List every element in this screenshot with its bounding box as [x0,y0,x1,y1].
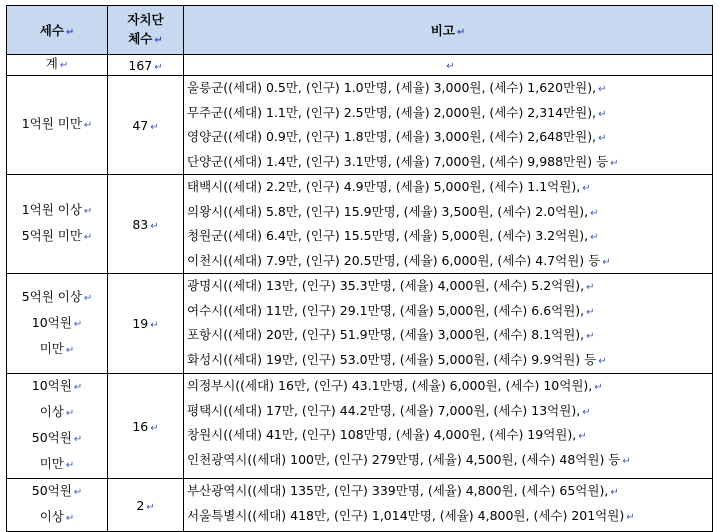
return-mark: ↵ [65,513,75,524]
category-cell [7,374,108,479]
count-value: 19 [132,316,149,331]
return-mark: ↵ [59,60,69,71]
return-mark: ↵ [582,406,591,418]
category-text: 이상 [39,404,64,419]
note-text: 부산광역시((세대) 135만, (인구) 339만명, (세율) 4,800원, (세수) 65억원), [187,483,609,498]
return-mark: ↵ [590,232,599,243]
return-mark: ↵ [65,460,75,471]
header-count-line2: 체수 [128,31,153,46]
note-text: 단양군((세대) 1.4만, (인구) 3.1만명, (세율) 7,000원, (세수) 9,988만원) 등 [187,153,609,169]
category-text: 5억원 미만 [21,228,82,243]
count-cell [108,274,184,374]
return-mark: ↵ [83,232,93,243]
note-text: 화성시((세대) 19만, (인구) 53.0만명, (세율) 5,000원, (세수) 9.9억원) 등 [187,351,597,367]
note-text: 이천시((세대) 7.9만, (인구) 20.5만명, (세율) 6,000원, (세수) 4.7억원) 등 [187,252,601,268]
note-text: 태백시((세대) 2.2만, (인구) 4.9만명, (세율) 5,000원, (세수) 1.1억원), [187,179,581,194]
table-row [7,76,713,175]
return-mark: ↵ [578,431,587,442]
return-mark: ↵ [150,220,159,232]
note-text: 창원시((세대) 41만, (인구) 108만명, (세율) 4,000원, (세수) 19억원), [187,427,577,442]
return-mark: ↵ [586,282,595,293]
category-cell [7,175,108,274]
return-mark: ↵ [83,292,93,304]
return-mark: ↵ [150,422,159,434]
category-text: 이상 [39,509,64,524]
category-text: 50억원 [31,483,72,498]
header-count-line1: 자치단 [127,12,164,27]
category-text: 5억원 이상 [21,288,82,304]
count-value: 83 [132,216,149,232]
return-mark: ↵ [65,408,75,419]
return-mark: ↵ [610,487,619,498]
return-mark: ↵ [83,206,93,217]
note-cell [184,175,713,274]
note-text: 인천광역시((세대) 100만, (인구) 279만명, (세율) 4,500원, (세수) 48억원) 등 [187,451,621,467]
category-text: 50억원 [31,430,72,445]
category-text: 1억원 이상 [21,202,82,217]
note-text: 영양군((세대) 0.9만, (인구) 1.8만명, (세율) 3,000원, (세수) 2,648만원), [187,129,597,144]
return-mark: ↵ [622,455,631,467]
return-mark: ↵ [150,320,159,331]
category-text: 계 [45,56,58,71]
count-cell [108,175,184,274]
header-note: 비고 ↵ [184,6,713,55]
return-mark: ↵ [154,61,163,73]
note-cell [184,76,713,175]
note-text: 서울특별시((세대) 418만, (인구) 1,014만명, (세율) 4,800원, (세수) 201억원) [187,507,625,523]
category-text: 미만 [39,456,64,471]
table-row [7,175,713,274]
count-value: 47 [132,117,149,133]
header-row [7,6,713,55]
note-cell [184,479,713,532]
return-mark: ↵ [73,434,83,445]
return-mark: ↵ [594,382,603,393]
header-count [108,6,184,55]
note-text: 의정부시((세대) 16만, (인구) 43.1만명, (세율) 6,000원, (세수) 10억원), [187,378,593,393]
return-mark: ↵ [146,501,155,513]
return-mark: ↵ [73,382,83,393]
return-mark: ↵ [446,61,455,72]
category-text: 10억원 [31,314,72,330]
return-mark: ↵ [154,35,163,46]
return-mark: ↵ [598,355,607,367]
count-cell [108,76,184,175]
count-cell [108,374,184,479]
note-cell [184,374,713,479]
note-text: 무주군((세대) 1.1만, (인구) 2.5만명, (세율) 2,000원, (세수) 2,314만원), [187,104,597,120]
return-mark: ↵ [598,108,607,120]
category-text: 미만 [39,340,64,356]
return-mark: ↵ [610,157,619,169]
table-body [7,55,713,532]
count-value: 16 [132,418,149,434]
header-category: 세수 ↵ [7,6,108,55]
return-mark: ↵ [598,84,607,95]
category-cell [7,479,108,532]
table-row [7,374,713,479]
note-text: 평택시((세대) 17만, (인구) 44.2만명, (세율) 7,000원, (세수) 13억원), [187,402,581,418]
count-value: 2 [136,497,145,513]
category-text: 1억원 미만 [21,116,82,131]
table-row [7,479,713,532]
return-mark: ↵ [602,256,611,268]
return-mark: ↵ [73,318,83,330]
return-mark: ↵ [586,306,595,318]
tax-revenue-table [6,5,713,532]
note-text: 청원군((세대) 6.4만, (인구) 15.5만명, (세율) 5,000원, (세수) 3.2억원), [187,228,589,243]
return-mark: ↵ [626,511,635,523]
return-mark: ↵ [582,183,591,194]
category-text: 10억원 [31,378,72,393]
note-text: 광명시((세대) 13만, (인구) 35.3만명, (세율) 4,000원, (세수) 5.2억원), [187,278,585,293]
note-cell [184,55,713,76]
note-text: 의왕시((세대) 5.8만, (인구) 15.9만명, (세율) 3,500원, (세수) 2.0억원), [187,203,589,219]
return-mark: ↵ [598,133,607,144]
count-value: 167 [128,57,153,73]
count-cell [108,479,184,532]
category-cell [7,76,108,175]
return-mark: ↵ [65,27,75,38]
count-cell [108,55,184,76]
note-text: 포항시((세대) 20만, (인구) 51.9만명, (세율) 3,000원, (세수) 8.1억원), [187,327,585,342]
note-text: 울릉군((세대) 0.5만, (인구) 1.0만명, (세율) 3,000원, (세수) 1,620만원), [187,80,597,95]
return-mark: ↵ [590,207,599,219]
note-text: 여수시((세대) 11만, (인구) 29.1만명, (세율) 5,000원, (세수) 6.6억원), [187,302,585,318]
note-cell [184,274,713,374]
category-cell [7,274,108,374]
return-mark: ↵ [73,487,83,498]
return-mark: ↵ [456,27,466,38]
category-cell [7,55,108,76]
table-row [7,55,713,76]
table-row [7,274,713,374]
return-mark: ↵ [65,344,75,356]
return-mark: ↵ [83,120,93,131]
return-mark: ↵ [150,121,159,133]
return-mark: ↵ [586,331,595,342]
